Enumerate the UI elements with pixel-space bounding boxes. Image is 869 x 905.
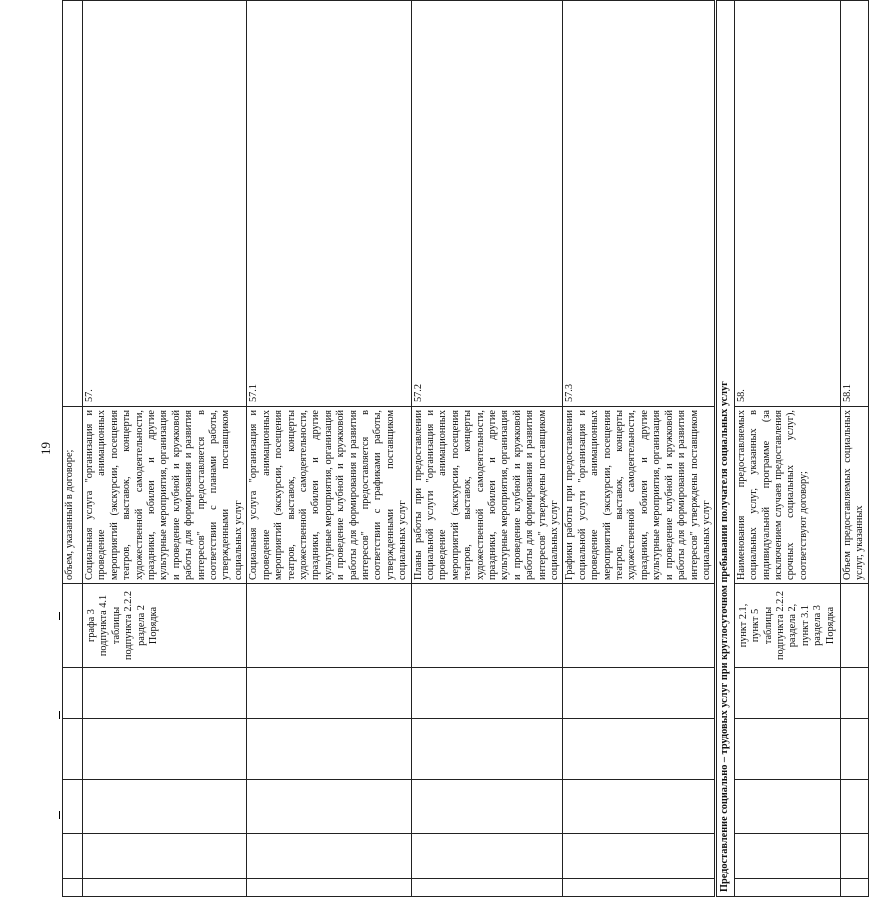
stray-mark [59,612,60,620]
table-row [563,1,716,897]
criteria-table [62,0,869,897]
section-header-row [716,1,734,897]
table-row [411,1,563,897]
description-cell: Социальная услуга "организация и проведение анимационных мероприятий (экскурсии, посещения театров, выставок, концерты художественной самодеятельности, праздники, юбилеи и другие культурные мероприятия, организация и проведение клубной и кружковой работы для формирования и развития интересов" предоставляется в соответствии с графиками работы, утвержденными поставщиком социальных услуг [247,407,411,584]
table-row [83,1,247,897]
description-cell: Графики работы при предоставлении социальной услуги "организация и проведение анимационных мероприятий (экскурсии, посещения театров, выставок, концерты художественной самодеятельности, праздники, юбилеи и другие культурные мероприятия, организация и проведение клубной и кружковой работы для формирования и развития интересов" утверждены поставщиком социальных услуг [563,407,716,584]
ref-cell [840,584,868,668]
row-number [63,1,83,407]
row-number: 58.1 [840,1,868,407]
ref-cell: пункт 2.1, пункт 5 таблицы подпункта 2.2.2 раздела 2, пункт 3.1 раздела 3 Порядка [734,584,840,668]
row-number: 58. [734,1,840,407]
table-row [247,1,411,897]
ref-cell [563,584,716,668]
description-cell: Объем предоставляемых социальных услуг, указанных [840,407,868,584]
page-number: 19 [38,442,53,455]
ref-cell [247,584,411,668]
row-number: 57.3 [563,1,716,407]
description-cell: Социальная услуга "организация и проведение анимационных мероприятий (экскурсии, посещения театров, выставок, концерты художественной самодеятельности, праздники, юбилеи и другие культурные мероприятия, организация и проведение клубной и кружковой работы для формирования и развития интересов" предоставляется в соответствии с планами работы, утвержденными поставщиком социальных услуг [83,407,247,584]
section-title: Предоставление социально – трудовых услуг при круглосуточном пребывании получателя социальных услуг [716,1,734,897]
row-number: 57.2 [411,1,563,407]
stray-mark [59,811,60,819]
table-row [734,1,840,897]
ref-cell: графа 3 подпункта 4.1 таблицы подпункта 2.2.2 раздела 2 Порядка [83,584,247,668]
description-cell: объем, указанный в договоре; [63,407,83,584]
row-number: 57. [83,1,247,407]
description-cell: Наименования предоставляемых социальных услуг, указанных в индивидуальной программе (за исключением случаев предоставления срочных социальных услуг), соответствуют договору; [734,407,840,584]
table-row [840,1,868,897]
ref-cell [411,584,563,668]
description-cell: Планы работы при предоставлении социальной услуги "организация и проведение анимационных мероприятий (экскурсии, посещения театров, выставок, концерты художественной самодеятельности, праздники, юбилеи и другие культурные мероприятия, организация и проведение клубной и кружковой работы для формирования и развития интересов" утверждены поставщиком социальных услуг [411,407,563,584]
stray-mark [59,711,60,719]
row-number: 57.1 [247,1,411,407]
ref-cell [63,584,83,668]
table-row [63,1,83,897]
